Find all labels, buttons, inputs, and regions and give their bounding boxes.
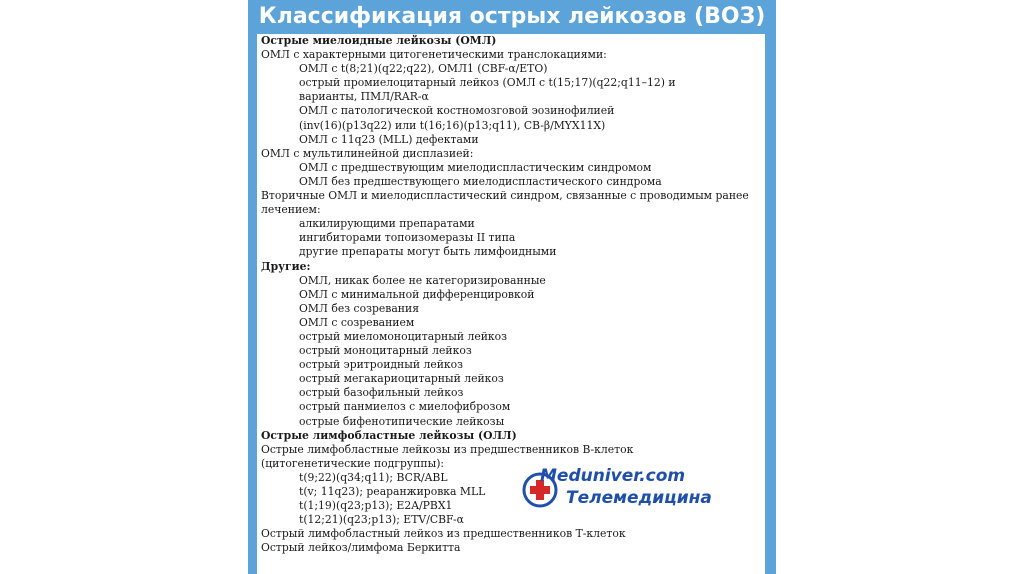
list-item: ОМЛ с предшествующим миелодиспластическим синдромом (299, 160, 652, 174)
list-item: ОМЛ с патологической костномозговой эозинофилией (299, 104, 615, 118)
slide-title: Классификация острых лейкозов (ВОЗ) (258, 4, 766, 29)
list-item: (цитогенетические подгруппы): (261, 456, 445, 470)
section-heading: Острые лимфобластные лейкозы (ОЛЛ) (261, 428, 517, 442)
list-item: ОМЛ с 11q23 (MLL) дефектами (299, 132, 479, 146)
list-item: острый промиелоцитарный лейкоз (ОМЛ с t(15;17)(q22;q11–12) и (299, 76, 676, 90)
list-item: острый миеломоноцитарный лейкоз (299, 329, 508, 343)
watermark-line1: Meduniver.com (540, 466, 686, 486)
list-item: ОМЛ с мультилинейной дисплазией: (261, 146, 474, 160)
list-item: ОМЛ, никак более не категоризированные (299, 273, 546, 287)
list-item: другие препараты могут быть лимфоидными (299, 245, 557, 259)
list-item: Острый лимфобластный лейкоз из предшественников Т-клеток (261, 527, 626, 541)
list-item: острый моноцитарный лейкоз (299, 344, 472, 358)
list-item: ОМЛ с минимальной дифференцировкой (299, 287, 535, 301)
list-item: варианты, ПМЛ/RAR-α (299, 90, 429, 104)
list-item: Вторичные ОМЛ и миелодиспластический синдром, связанные с проводимым ранее лечением: (261, 189, 749, 217)
list-item: t(12;21)(q23;p13); ETV/CBF-α (299, 513, 464, 527)
list-item: Острый лейкоз/лимфома Беркитта (261, 541, 461, 555)
watermark-line2: Телемедицина (566, 488, 712, 508)
list-item: t(v; 11q23); реаранжировка MLL (299, 485, 486, 498)
list-item: Острые лимфобластные лейкозы из предшественников В-клеток (261, 442, 634, 456)
list-item: t(9;22)(q34;q11); BCR/ABL (299, 470, 448, 484)
list-item: t(1;19)(q23;p13); E2A/PBX1 (299, 499, 453, 513)
list-item: острые бифенотипические лейкозы (299, 414, 505, 428)
list-item: острый эритроидный лейкоз (299, 358, 464, 372)
watermark-logo (520, 466, 720, 526)
list-item: острый панмиелоз с миелофиброзом (299, 400, 511, 414)
list-item: ОМЛ с t(8;21)(q22;q22), ОМЛ1 (CBF-α/ETO) (299, 62, 548, 76)
list-item: острый мегакариоцитарный лейкоз (299, 372, 504, 386)
list-item: ингибиторами топоизомеразы II типа (299, 231, 516, 245)
section-heading: Острые миелоидные лейкозы (ОМЛ) (261, 34, 497, 47)
list-item: ОМЛ с характерными цитогенетическими транслокациями: (261, 48, 607, 62)
list-item: ОМЛ без предшествующего миелодиспластического синдрома (299, 174, 662, 188)
section-heading: Другие: (261, 259, 311, 273)
list-item: острый базофильный лейкоз (299, 386, 464, 400)
list-item: (inv(16)(p13q22) или t(16;16)(p13;q11), CB-β/MYX11X) (299, 118, 606, 132)
list-item: ОМЛ с созреванием (299, 315, 415, 329)
list-item: ОМЛ без созревания (299, 301, 420, 315)
list-item: алкилирующими препаратами (299, 217, 475, 231)
